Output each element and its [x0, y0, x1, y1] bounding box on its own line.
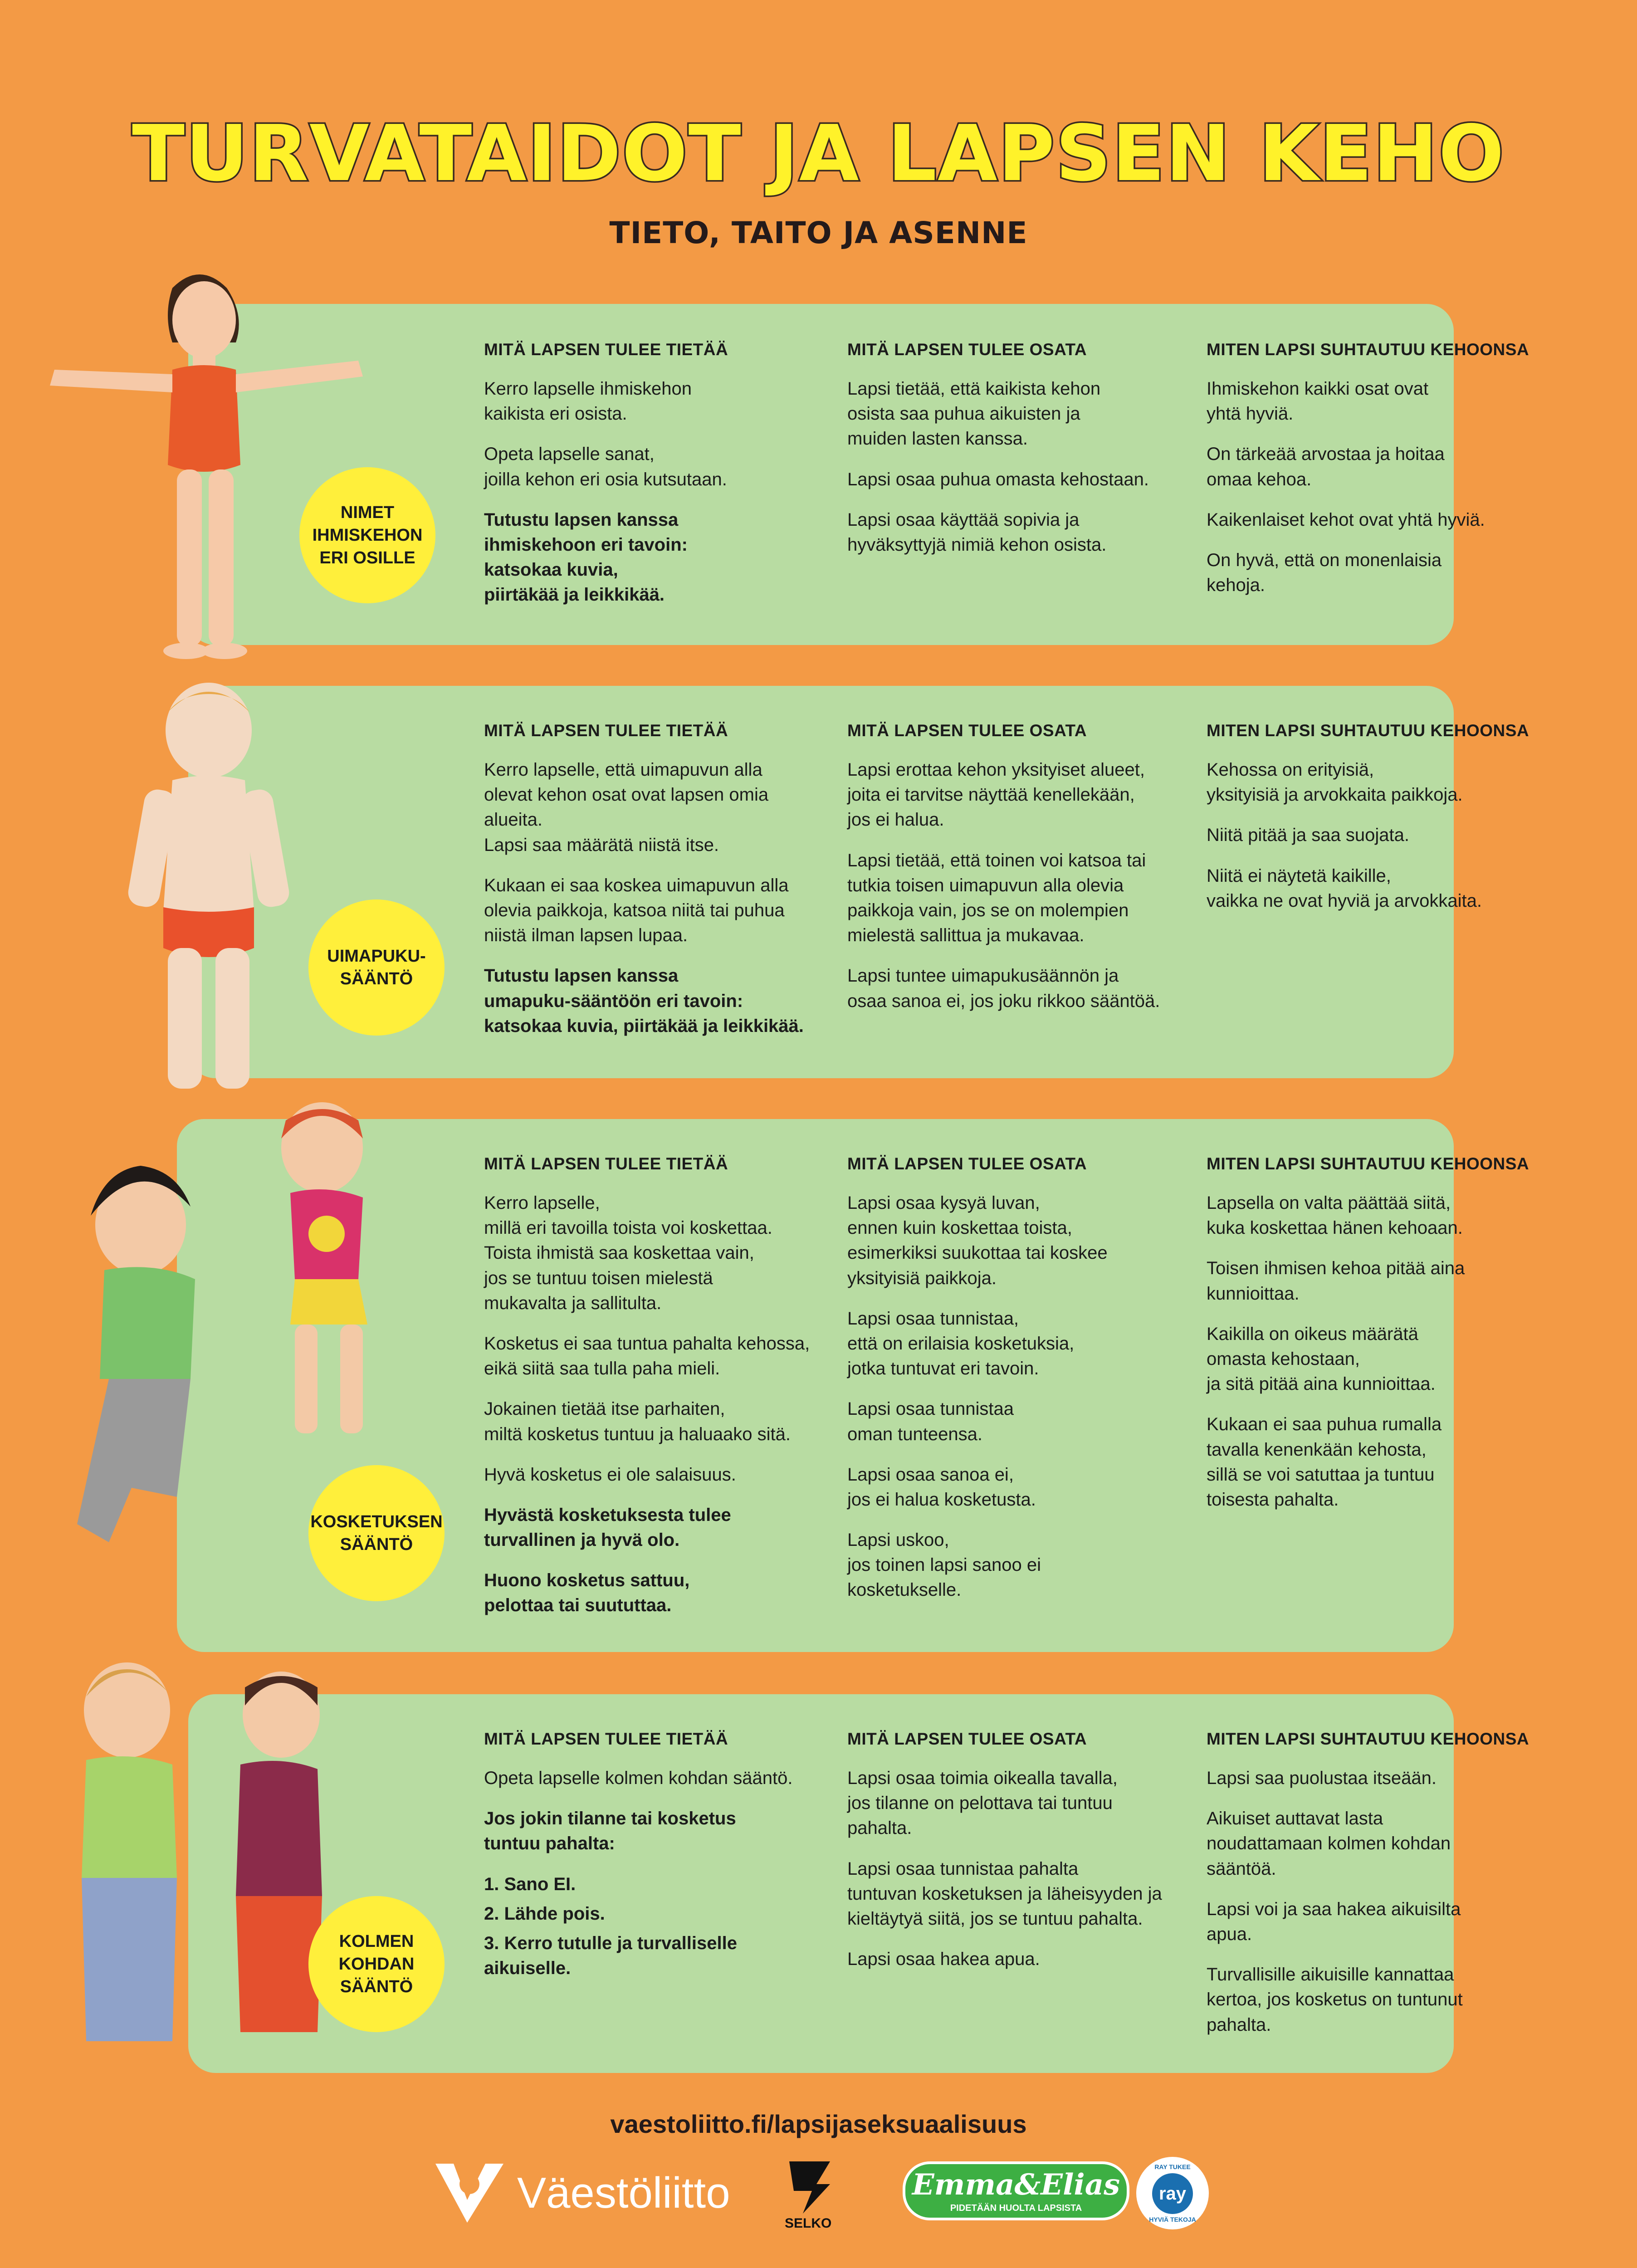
emma-elias-tagline: PIDETÄÄN HUOLTA LAPSISTA: [950, 2203, 1082, 2213]
section-1-attitude-column: [1207, 338, 1551, 613]
section-badge-names: NIMET IHMISKEHON ERI OSILLE: [299, 467, 435, 603]
know-paragraph: Opeta lapselle kolmen kohdan sääntö.: [484, 1768, 793, 1789]
know-paragraph: Kukaan ei saa koskea uimapuvun alla olevia paikkoja, katsoa niitä tai puhua niistä ilman lapsen lupaa.: [484, 875, 789, 946]
know-paragraph: Hyvästä kosketuksesta tulee turvallinen ja hyvä olo.: [484, 1505, 731, 1550]
attitude-paragraph: Kukaan ei saa puhua rumalla tavalla kenenkään kehosta, sillä se voi satuttaa ja tuntuu toisesta pahalta.: [1207, 1414, 1442, 1510]
column-header-know: MITÄ LAPSEN TULEE TIETÄÄ: [484, 1154, 728, 1173]
section-1-can-column: [847, 338, 1192, 573]
know-list-item: 2. Lähde pois.: [484, 1903, 605, 1924]
ray-logo-top-text: RAY TUKEE: [1154, 2163, 1191, 2170]
child-figure-swimsuit-icon: [126, 683, 291, 1089]
can-paragraph: Lapsi erottaa kehon yksityiset alueet, joita ei tarvitse näyttää kenellekään, jos ei halua.: [847, 760, 1145, 830]
selko-logo-icon: [776, 2157, 839, 2216]
know-list-item: 3. Kerro tutulle ja turvalliselle aikuiselle.: [484, 1933, 737, 1979]
ray-logo: [1136, 2157, 1209, 2229]
section-2-attitude-column: [1207, 719, 1551, 929]
section-badge-three-point: KOLMEN KOHDAN SÄÄNTÖ: [308, 1896, 445, 2032]
know-paragraph: Kerro lapselle ihmiskehon kaikista eri osista.: [484, 379, 692, 424]
section-2-can-column: [847, 719, 1192, 1029]
column-header-can: MITÄ LAPSEN TULEE OSATA: [847, 1730, 1087, 1748]
column-header-know: MITÄ LAPSEN TULEE TIETÄÄ: [484, 1730, 728, 1748]
attitude-paragraph: Ihmiskehon kaikki osat ovat yhtä hyviä.: [1207, 379, 1429, 424]
can-paragraph: Lapsi osaa tunnistaa pahalta tuntuvan kosketuksen ja läheisyyden ja kieltäytyä siitä, jos se tuntuu pahalta.: [847, 1858, 1162, 1929]
attitude-paragraph: Kaikilla on oikeus määrätä omasta kehostaan, ja sitä pitää aina kunnioittaa.: [1207, 1324, 1436, 1394]
attitude-paragraph: Niitä pitää ja saa suojata.: [1207, 825, 1409, 846]
section-1-know-column: [484, 338, 829, 623]
know-paragraph: Kerro lapselle, että uimapuvun alla olevat kehon osat ovat lapsen omia alueita. Lapsi saa määrätä niistä itse.: [484, 760, 769, 855]
vaestoliitto-logo-icon: [431, 2159, 508, 2227]
column-header-attitude: MITEN LAPSI SUHTAUTUU KEHOONSA: [1207, 1730, 1529, 1748]
section-3-know-column: [484, 1152, 829, 1634]
column-header-attitude: MITEN LAPSI SUHTAUTUU KEHOONSA: [1207, 340, 1529, 359]
section-2-know-column: [484, 719, 829, 1054]
section-3-attitude-column: [1207, 1152, 1551, 1528]
can-paragraph: Lapsi uskoo, jos toinen lapsi sanoo ei kosketukselle.: [847, 1530, 1041, 1600]
can-paragraph: Lapsi osaa tunnistaa, että on erilaisia kosketuksia, jotka tuntuvat eri tavoin.: [847, 1308, 1075, 1379]
section-3-can-column: [847, 1152, 1192, 1618]
emma-elias-logo-text: Emma&Elias: [912, 2168, 1120, 2202]
child-figure-swimsuit-illustration: [109, 676, 318, 1102]
child-figure-standing-illustration: [36, 252, 372, 669]
know-paragraph: Jokainen tietää itse parhaiten, miltä kosketus tuntuu ja haluaako sitä.: [484, 1399, 791, 1444]
know-paragraph: Tutustu lapsen kanssa umapuku-sääntöön eri tavoin: katsokaa kuvia, piirtäkää ja leikkikää.: [484, 966, 804, 1036]
attitude-paragraph: Kehossa on erityisiä, yksityisiä ja arvokkaita paikkoja.: [1207, 760, 1463, 805]
attitude-paragraph: Kaikenlaiset kehot ovat yhtä hyviä.: [1207, 509, 1485, 530]
attitude-paragraph: Niitä ei näytetä kaikille, vaikka ne ovat hyviä ja arvokkaita.: [1207, 865, 1482, 911]
vaestoliitto-logo-text: Väestöliitto: [517, 2169, 730, 2217]
ray-logo-bottom-text: HYVIÄ TEKOJA: [1149, 2216, 1196, 2223]
attitude-paragraph: Lapsi saa puolustaa itseään.: [1207, 1768, 1437, 1789]
can-paragraph: Lapsi osaa puhua omasta kehostaan.: [847, 469, 1149, 489]
know-paragraph: Huono kosketus sattuu, pelottaa tai suututtaa.: [484, 1570, 690, 1616]
column-header-can: MITÄ LAPSEN TULEE OSATA: [847, 721, 1087, 740]
attitude-paragraph: Lapsi voi ja saa hakea aikuisilta apua.: [1207, 1899, 1461, 1944]
column-header-know: MITÄ LAPSEN TULEE TIETÄÄ: [484, 340, 728, 359]
column-header-can: MITÄ LAPSEN TULEE OSATA: [847, 340, 1087, 359]
can-paragraph: Lapsi osaa toimia oikealla tavalla, jos tilanne on pelottava tai tuntuu pahalta.: [847, 1768, 1118, 1838]
section-4-attitude-column: [1207, 1727, 1551, 2053]
know-list-item: 1. Sano EI.: [484, 1874, 576, 1894]
attitude-paragraph: On hyvä, että on monenlaisia kehoja.: [1207, 550, 1442, 596]
column-header-know: MITÄ LAPSEN TULEE TIETÄÄ: [484, 721, 728, 740]
attitude-paragraph: Turvallisille aikuisille kannattaa kertoa, jos kosketus on tuntunut pahalta.: [1207, 1965, 1463, 2035]
attitude-paragraph: Toisen ihmisen kehoa pitää aina kunnioittaa.: [1207, 1258, 1465, 1304]
know-paragraph: Jos jokin tilanne tai kosketus tuntuu pahalta:: [484, 1809, 736, 1854]
know-paragraph: Kerro lapselle, millä eri tavoilla toista voi koskettaa. Toista ihmistä saa koskettaa vain, jos se tuntuu toisen mielestä mukavalta ja sallitulta.: [484, 1193, 772, 1313]
attitude-paragraph: Lapsella on valta päättää siitä, kuka koskettaa hänen kehoaan.: [1207, 1193, 1463, 1238]
footer-url-link[interactable]: vaestoliitto.fi/lapsijaseksuaalisuus: [610, 2110, 1027, 2138]
child-figure-standing-icon: [50, 274, 363, 659]
know-paragraph: Opeta lapselle sanat, joilla kehon eri osia kutsutaan.: [484, 444, 727, 489]
section-4-can-column: [847, 1727, 1192, 1987]
column-header-can: MITÄ LAPSEN TULEE OSATA: [847, 1154, 1087, 1173]
selko-logo-text: SELKO: [785, 2216, 832, 2231]
can-paragraph: Lapsi osaa tunnistaa oman tunteensa.: [847, 1399, 1014, 1444]
attitude-paragraph: On tärkeää arvostaa ja hoitaa omaa kehoa.: [1207, 444, 1445, 489]
can-paragraph: Lapsi tuntee uimapukusäännön ja osaa sanoa ei, jos joku rikkoo sääntöä.: [847, 966, 1160, 1011]
ray-logo-text: ray: [1152, 2173, 1193, 2214]
page-title: TURVATAIDOT JA LAPSEN KEHO: [132, 109, 1505, 199]
can-paragraph: Lapsi osaa kysyä luvan, ennen kuin koskettaa toista, esimerkiksi suukottaa tai koskee yksityisiä paikkoja.: [847, 1193, 1108, 1288]
can-paragraph: Lapsi osaa hakea apua.: [847, 1949, 1040, 1970]
section-badge-swimsuit: UIMAPUKU- SÄÄNTÖ: [308, 899, 445, 1036]
page-subtitle: TIETO, TAITO JA ASENNE: [609, 215, 1028, 250]
emma-elias-logo: [903, 2161, 1129, 2220]
know-paragraph: Hyvä kosketus ei ole salaisuus.: [484, 1464, 736, 1485]
footer-logos: [0, 2150, 1637, 2241]
know-paragraph: Tutustu lapsen kanssa ihmiskehoon eri tavoin: katsokaa kuvia, piirtäkää ja leikkikää.: [484, 509, 688, 605]
can-paragraph: Lapsi tietää, että toinen voi katsoa tai tutkia toisen uimapuvun alla olevia paikkoja vain, jos se on molempien mielestä sallittua ja mukavaa.: [847, 850, 1146, 946]
children-conflict-icon: [82, 1662, 322, 2041]
attitude-paragraph: Aikuiset auttavat lasta noudattamaan kolmen kohdan sääntöä.: [1207, 1809, 1451, 1879]
can-paragraph: Lapsi osaa käyttää sopivia ja hyväksyttyjä nimiä kehon osista.: [847, 509, 1107, 555]
can-paragraph: Lapsi osaa sanoa ei, jos ei halua kosketusta.: [847, 1464, 1036, 1510]
children-playing-icon: [77, 1102, 367, 1542]
column-header-attitude: MITEN LAPSI SUHTAUTUU KEHOONSA: [1207, 721, 1529, 740]
column-header-attitude: MITEN LAPSI SUHTAUTUU KEHOONSA: [1207, 1154, 1529, 1173]
know-paragraph: Kosketus ei saa tuntua pahalta kehossa, eikä siitä saa tulla paha mieli.: [484, 1333, 810, 1379]
section-4-know-column: [484, 1727, 829, 1985]
section-badge-touch: KOSKETUKSEN SÄÄNTÖ: [308, 1465, 445, 1601]
can-paragraph: Lapsi tietää, että kaikista kehon osista saa puhua aikuisten ja muiden lasten kanssa.: [847, 379, 1101, 449]
